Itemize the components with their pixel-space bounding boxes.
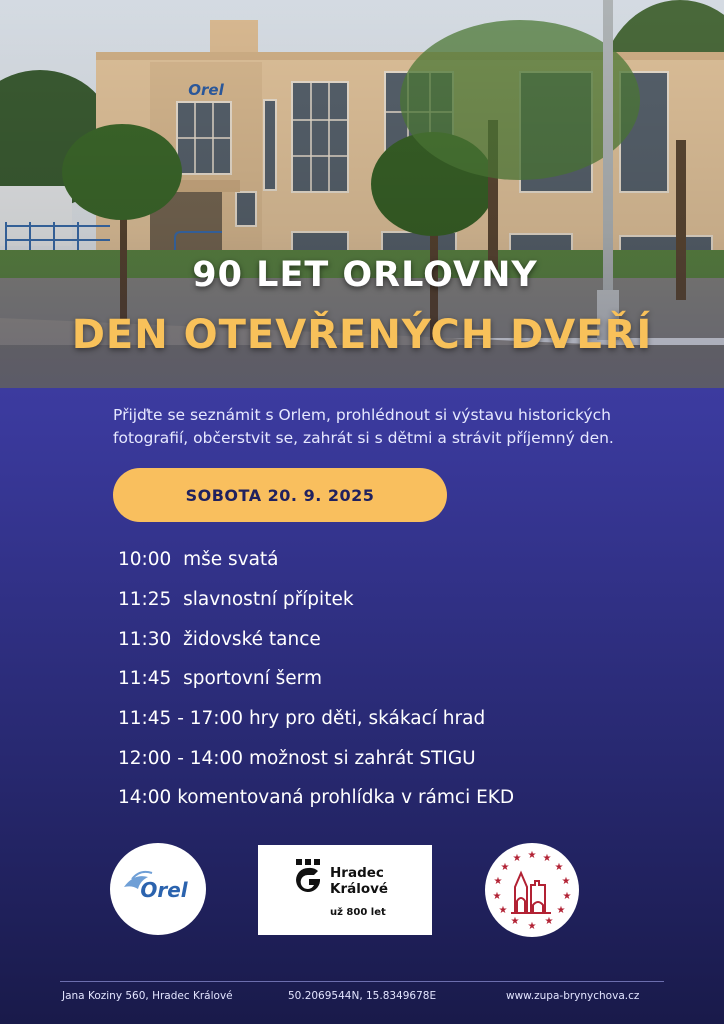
- svg-text:★: ★: [493, 876, 503, 887]
- monuments-icon: [511, 873, 551, 913]
- footer-divider: [60, 981, 664, 982]
- poster-subtitle: DEN OTEVŘENÝCH DVEŘÍ: [71, 312, 653, 358]
- footer-coordinates: 50.2069544N, 15.8349678E: [288, 990, 437, 1002]
- star-ring-icon: [493, 850, 572, 932]
- schedule-item: 11:25 slavnostní přípitek: [118, 589, 354, 611]
- svg-text:★: ★: [498, 905, 508, 916]
- schedule-item: 11:45 sportovní šerm: [118, 668, 322, 690]
- schedule-item: 14:00 komentovaná prohlídka v rámci EKD: [118, 787, 515, 809]
- svg-text:★: ★: [512, 853, 522, 864]
- hradec-tagline: už 800 let: [330, 907, 386, 918]
- date-badge: [113, 468, 447, 522]
- svg-text:★: ★: [562, 891, 572, 902]
- svg-text:★: ★: [527, 921, 537, 932]
- footer-address: Jana Koziny 560, Hradec Králové: [62, 990, 233, 1002]
- hradec-name-line2: Králové: [330, 881, 389, 897]
- schedule-item: 10:00 mše svatá: [118, 549, 279, 571]
- orel-logo-text: Orel: [140, 878, 188, 902]
- schedule-item: 11:45 - 17:00 hry pro děti, skákací hrad: [118, 708, 486, 730]
- schedule-item: 11:30 židovské tance: [118, 628, 321, 650]
- hradec-name-line1: Hradec: [330, 865, 384, 881]
- schedule-list: [118, 540, 514, 818]
- date-label: SOBOTA 20. 9. 2025: [185, 485, 375, 505]
- svg-text:★: ★: [492, 891, 502, 902]
- footer-website[interactable]: www.zupa-brynychova.cz: [506, 990, 640, 1002]
- svg-text:★: ★: [544, 916, 554, 927]
- hradec-kralove-logo: [258, 845, 432, 935]
- svg-text:★: ★: [556, 905, 566, 916]
- hradec-kralove-emblem-icon: [294, 859, 322, 903]
- schedule-item: 12:00 - 14:00 možnost si zahrát STIGU: [118, 747, 476, 769]
- svg-text:★: ★: [527, 850, 537, 861]
- svg-text:★: ★: [554, 862, 564, 873]
- poster-title: 90 LET ORLOVNY: [192, 255, 538, 295]
- svg-text:★: ★: [510, 916, 520, 927]
- svg-text:★: ★: [500, 862, 510, 873]
- svg-text:★: ★: [542, 853, 552, 864]
- svg-text:★: ★: [561, 876, 571, 887]
- orel-logo: [110, 843, 206, 935]
- intro-text: Přijďte se seznámit s Orlem, prohlédnout si výstavu historických fotografií, občerstvit se, zahrát si s dětmi a strávit příjemný den.: [113, 406, 614, 447]
- ekd-logo: [485, 843, 579, 937]
